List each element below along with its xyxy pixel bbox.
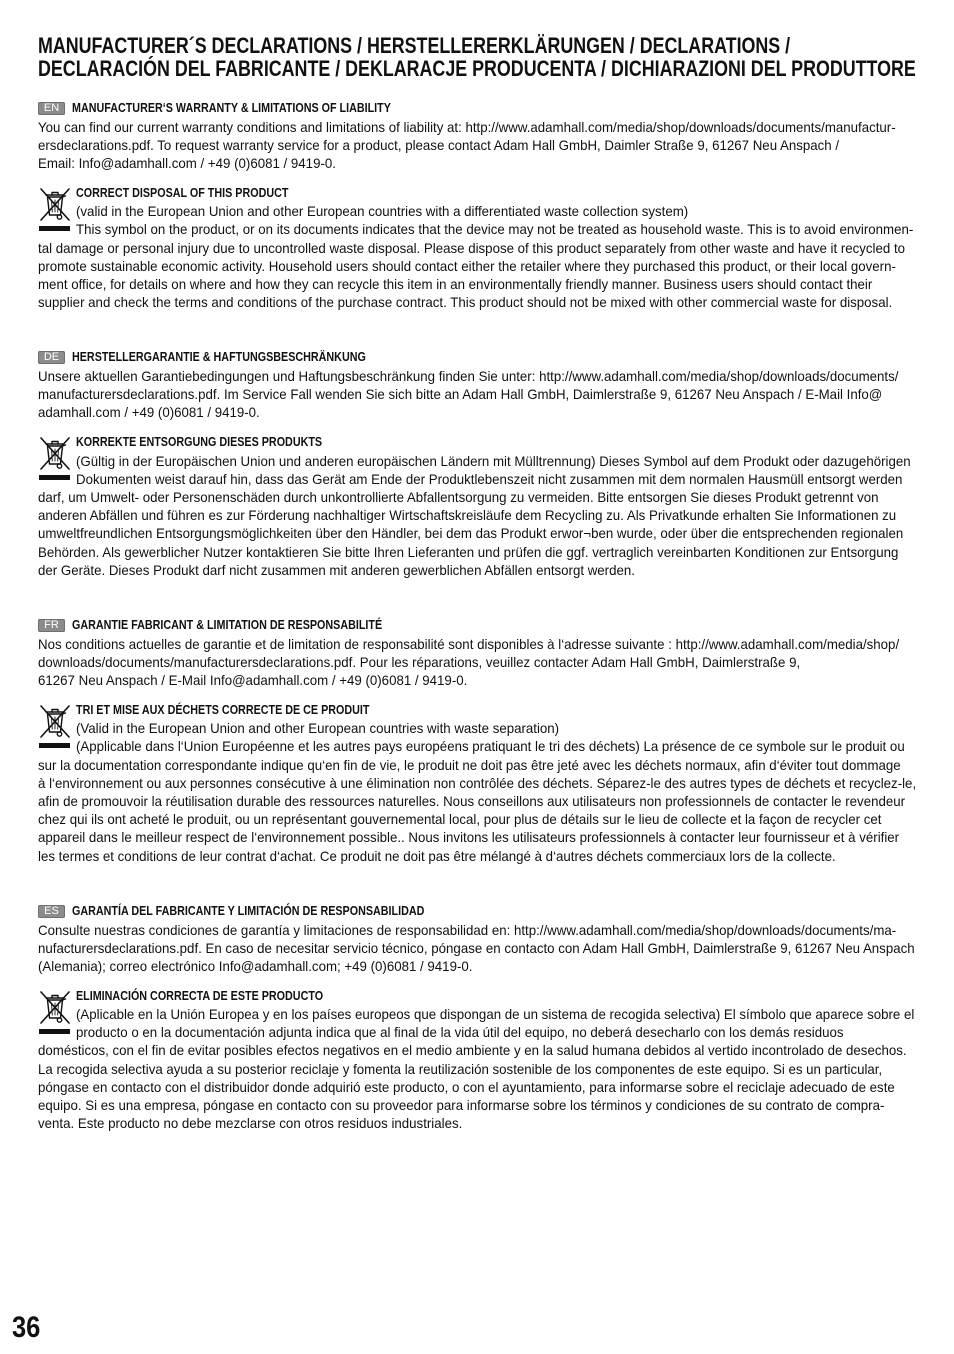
page-number: 36 [12, 1311, 41, 1344]
warranty-heading-row [38, 99, 954, 118]
text-line: póngase en contacto con el distribuidor donde adquirió este producto, o con el ayuntamiento, para informarse sobre el reciclaje adecuado de este [38, 1078, 895, 1095]
crossed-out-bin-icon [38, 989, 72, 1025]
text-line: adamhall.com / +49 (0)6081 / 9419-0. [38, 404, 260, 421]
warranty-text [38, 118, 954, 172]
disposal-block [38, 701, 954, 865]
page-title-line: MANUFACTURER´S DECLARATIONS / HERSTELLERERKLÄRUNGEN / DECLARATIONS / [38, 33, 791, 58]
disposal-heading: CORRECT DISPOSAL OF THIS PRODUCT [76, 186, 289, 200]
disposal-text [38, 202, 954, 311]
crossed-out-bin-icon [38, 186, 72, 222]
text-line: 61267 Neu Anspach / E-Mail Info@adamhall.com / +49 (0)6081 / 9419-0. [38, 672, 468, 689]
text-line: manufacturersdeclarations.pdf. Im Service Fall wenden Sie sich bitte an Adam Hall GmbH, Daimlerstraße 9, 61267 Neu Anspach / E-Mail Info@ [38, 386, 883, 403]
text-line: Unsere aktuellen Garantiebedingungen und Haftungsbeschränkung finden Sie unter: http://www.adamhall.com/media/shop/downloads/documents/ [38, 368, 899, 385]
text-line: Dokumenten weist darauf hin, dass das Gerät am Ende der Produktlebenszeit nicht zusammen mit dem normalen Hausmüll entsorgt werden [76, 470, 903, 487]
text-line: umweltfreundlichen Entsorgungsmöglichkeiten über den Händler, bei dem das Produkt erwor¬ben wurde, oder über die entsprechenden regionalen [38, 525, 904, 542]
warranty-heading: HERSTELLERGARANTIE & HAFTUNGSBESCHRÄNKUNG [72, 350, 366, 365]
warranty-heading-row [38, 902, 954, 921]
text-line: les termes et conditions de leur contrat d‘achat. Ce produit ne doit pas être mélangé à d‘autres déchets commerciaux lors de la collecte. [38, 847, 836, 864]
warranty-text [38, 367, 954, 421]
text-line: equipo. Si es una empresa, póngase en contacto con su proveedor para informarse sobre los términos y condiciones de su contrato de compra- [38, 1097, 885, 1114]
warranty-heading-row [38, 616, 954, 635]
text-line: darf, um Umwelt- oder Personenschäden durch unkontrollierte Abfallentsorgung zu vermeiden. Bitte entsorgen Sie dieses Produkt getrennt von [38, 489, 879, 505]
text-line: This symbol on the product, or on its documents indicates that the device may not be treated as household waste. This is to avoid environmen- [76, 221, 914, 238]
text-line: ment office, for details on where and how they can recycle this item in an environmentally friendly manner. Business users should contact their [38, 276, 873, 292]
text-line: chez qui ils ont acheté le produit, ou un représentant gouvernemental local, pour plus de détails sur le lieu de collecte et la façon de recycler cet [38, 811, 882, 828]
text-line: sur la documentation correspondante indique qu‘en fin de vie, le produit ne doit pas être jeté avec les déchets normaux, afin d‘éviter tout dommage [38, 756, 901, 773]
disposal-text [38, 1005, 954, 1132]
text-line: (Aplicable en la Unión Europea y en los países europeos que dispongan de un sistema de recogida selectiva) El símbolo que aparece sobre el [76, 1006, 915, 1023]
text-line: afin de promouvoir la réutilisation durable des ressources naturelles. Nous conseillons aux utilisateurs non professionnels de contacter le revendeur [38, 793, 906, 810]
section-fr [38, 616, 954, 865]
text-line: venta. Este producto no debe mezclarse con otros residuos industriales. [38, 1115, 463, 1132]
disposal-block [38, 184, 954, 311]
section-de [38, 348, 954, 579]
text-line: nufacturersdeclarations.pdf. En caso de necesitar servicio técnico, póngase en contacto con Adam Hall GmbH, Daimlerstraße 9, 61267 Neu Anspach [38, 939, 915, 956]
disposal-bar-mark [39, 1029, 70, 1034]
text-line: domésticos, con el fin de evitar posibles efectos negativos en el medio ambiente y en la salud humana debidos al vertido incontrolado de desechos. [38, 1042, 907, 1059]
disposal-bar-mark [39, 743, 70, 748]
text-line: Consulte nuestras condiciones de garantía y limitaciones de responsabilidad en: http://www.adamhall.com/media/shop/downloads/documents/ma- [38, 921, 897, 938]
disposal-block [38, 987, 954, 1133]
disposal-bar-mark [39, 226, 70, 231]
text-line: (Applicable dans l‘Union Européenne et les autres pays européens pratiquant le tri des déchets) La présence de ce symbole sur le produit ou [76, 738, 905, 755]
warranty-block [38, 616, 954, 689]
text-line: anderen Abfällen und führen es zur Förderung nachhaltiger Wirtschaftskreisläufe dem Recycling zu. Als Privatkunde erhalten Sie Informationen zu [38, 507, 897, 524]
text-line: (Valid in the European Union and other European countries with waste separation) [76, 720, 560, 737]
text-line: promote sustainable economic activity. Household users should contact either the retailer where they purchased this product, or their local govern- [38, 257, 896, 274]
text-line: (valid in the European Union and other European countries with a differentiated waste collection system) [76, 203, 689, 220]
disposal-block [38, 433, 954, 579]
language-badge: FR [38, 619, 65, 632]
text-line: Email: Info@adamhall.com / +49 (0)6081 / 9419-0. [38, 155, 336, 171]
text-line: à l‘environnement ou aux personnes consécutive à une élimination non contrôlée des déchets. Séparez-le des autres types de déchets et recyclez-le, [38, 774, 917, 791]
text-line: supplier and check the terms and conditions of the purchase contract. This product should not be mixed with other commercial waste for disposal. [38, 294, 893, 311]
disposal-heading: KORREKTE ENTSORGUNG DIESES PRODUKTS [76, 435, 323, 450]
warranty-heading: GARANTIE FABRICANT & LIMITATION DE RESPONSABILITÉ [72, 618, 383, 633]
page-title-line: DECLARACIÓN DEL FABRICANTE / DEKLARACJE PRODUCENTA / DICHIARAZIONI DEL PRODUTTORE [38, 56, 916, 81]
disposal-bar-mark [39, 475, 70, 480]
language-badge: ES [38, 905, 65, 918]
text-line: ersdeclarations.pdf. To request warranty service for a product, please contact Adam Hall GmbH, Daimler Straße 9, 61267 Neu Anspach / [38, 137, 840, 153]
disposal-heading: ELIMINACIÓN CORRECTA DE ESTE PRODUCTO [76, 988, 324, 1003]
crossed-out-bin-icon [38, 703, 72, 739]
warranty-text [38, 635, 954, 689]
section-en [38, 99, 954, 311]
warranty-text [38, 921, 954, 975]
warranty-heading: GARANTÍA DEL FABRICANTE Y LIMITACIÓN DE RESPONSABILIDAD [72, 903, 425, 918]
text-line: La recogida selectiva ayuda a su posterior reciclaje y fomenta la reutilización sostenible de los componentes de este equipo. Si es un particular, [38, 1060, 883, 1077]
warranty-heading-row [38, 348, 954, 367]
text-line: der Geräte. Dieses Produkt darf nicht zusammen mit anderen gewerblichen Abfällen entsorgt werden. [38, 561, 635, 578]
warranty-block [38, 902, 954, 975]
text-line: producto o en la documentación adjunta indica que al final de la vida útil del equipo, no deberá desecharlo con los demás residuos [76, 1024, 844, 1041]
text-line: appareil dans le meilleur respect de l‘environnement possible.. Nous invitons les utilisateurs professionnels à contacter leur fournisseur et à vérifier [38, 829, 900, 846]
text-line: tal damage or personal injury due to uncontrolled waste disposal. Please dispose of this product separately from other waste and have it recycled to [38, 239, 906, 256]
disposal-text [38, 719, 954, 865]
warranty-block [38, 99, 954, 172]
text-line: downloads/documents/manufacturersdeclarations.pdf. Pour les réparations, veuillez contacter Adam Hall GmbH, Daimlerstraße 9, [38, 654, 801, 671]
language-badge: EN [38, 102, 65, 115]
language-badge: DE [38, 351, 65, 364]
text-line: (Gültig in der Europäischen Union und anderen europäischen Ländern mit Mülltrennung) Dieses Symbol auf dem Produkt oder dazugehörigen [76, 452, 911, 469]
warranty-block [38, 348, 954, 421]
disposal-text [38, 452, 954, 579]
text-line: (Alemania); correo electrónico Info@adamhall.com; +49 (0)6081 / 9419-0. [38, 957, 473, 974]
page-title [38, 34, 954, 80]
disposal-heading: TRI ET MISE AUX DÉCHETS CORRECTE DE CE PRODUIT [76, 703, 370, 718]
text-line: Behörden. Als gewerblicher Nutzer kontaktieren Sie bitte Ihren Lieferanten und prüfen die ggf. vertraglich vereinbarten Konditionen zur Entsorgung [38, 543, 899, 560]
text-line: You can find our current warranty conditions and limitations of liability at: http://www.adamhall.com/media/shop/downloads/documents/manufactur- [38, 119, 896, 135]
section-es [38, 902, 954, 1133]
warranty-heading: MANUFACTURER‘S WARRANTY & LIMITATIONS OF LIABILITY [72, 101, 391, 115]
crossed-out-bin-icon [38, 435, 72, 471]
text-line: Nos conditions actuelles de garantie et de limitation de responsabilité sont disponibles à l‘adresse suivante : http://www.adamhall.com/media/shop/ [38, 636, 900, 653]
